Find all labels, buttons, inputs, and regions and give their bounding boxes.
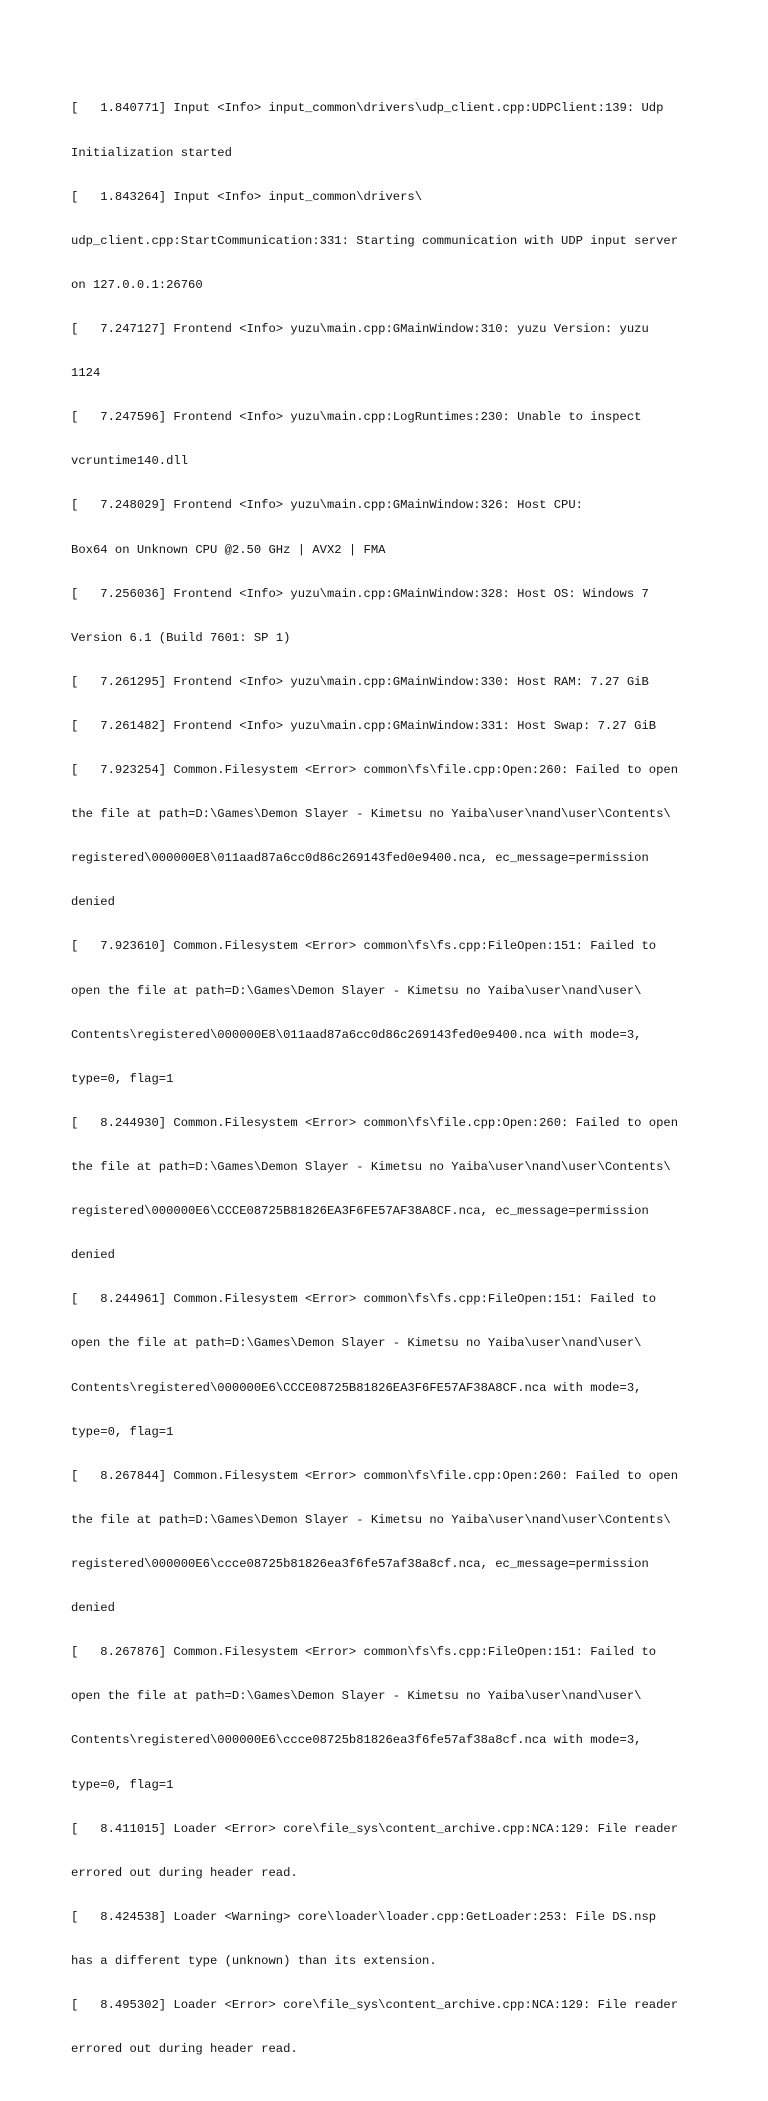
log-line: udp_client.cpp:StartCommunication:331: Starting communication with UDP input server [71,233,679,248]
log-line: denied [71,895,115,910]
log-line: Contents\registered\000000E8\011aad87a6cc0d86c269143fed0e9400.nca with mode=3, [71,1027,642,1042]
log-line: Contents\registered\000000E6\CCCE08725B81826EA3F6FE57AF38A8CF.nca with mode=3, [71,1380,642,1395]
log-line: type=0, flag=1 [71,1424,174,1439]
log-line: registered\000000E8\011aad87a6cc0d86c269143fed0e9400.nca, ec_message=permission [71,851,649,866]
log-line: [ 1.843264] Input <Info> input_common\drivers\ [71,189,423,204]
log-line: the file at path=D:\Games\Demon Slayer - Kimetsu no Yaiba\user\nand\user\Contents\ [71,807,671,822]
log-line: denied [71,1601,115,1616]
log-line: [ 8.267876] Common.Filesystem <Error> common\fs\fs.cpp:FileOpen:151: Failed to [71,1645,657,1660]
log-line: on 127.0.0.1:26760 [71,277,203,292]
log-line: registered\000000E6\CCCE08725B81826EA3F6FE57AF38A8CF.nca, ec_message=permission [71,1204,649,1219]
log-line: open the file at path=D:\Games\Demon Slayer - Kimetsu no Yaiba\user\nand\user\ [71,983,642,998]
log-line: [ 7.247596] Frontend <Info> yuzu\main.cpp:LogRuntimes:230: Unable to inspect [71,410,642,425]
log-line: [ 7.256036] Frontend <Info> yuzu\main.cpp:GMainWindow:328: Host OS: Windows 7 [71,586,649,601]
log-text-block [71,72,701,2101]
log-line: denied [71,1248,115,1263]
log-line: Contents\registered\000000E6\ccce08725b81826ea3f6fe57af38a8cf.nca with mode=3, [71,1733,642,1748]
log-line: the file at path=D:\Games\Demon Slayer - Kimetsu no Yaiba\user\nand\user\Contents\ [71,1160,671,1175]
log-line: the file at path=D:\Games\Demon Slayer - Kimetsu no Yaiba\user\nand\user\Contents\ [71,1512,671,1527]
log-line: [ 7.923610] Common.Filesystem <Error> common\fs\fs.cpp:FileOpen:151: Failed to [71,939,657,954]
log-line: [ 7.261295] Frontend <Info> yuzu\main.cpp:GMainWindow:330: Host RAM: 7.27 GiB [71,674,649,689]
log-line: 1124 [71,366,101,381]
log-line: [ 8.244930] Common.Filesystem <Error> common\fs\file.cpp:Open:260: Failed to open [71,1115,679,1130]
log-line: [ 8.267844] Common.Filesystem <Error> common\fs\file.cpp:Open:260: Failed to open [71,1468,679,1483]
log-line: [ 7.261482] Frontend <Info> yuzu\main.cpp:GMainWindow:331: Host Swap: 7.27 GiB [71,718,657,733]
log-line: vcruntime140.dll [71,454,189,469]
log-line: has a different type (unknown) than its extension. [71,1954,437,1968]
log-line: Initialization started [71,145,232,160]
log-line: registered\000000E6\ccce08725b81826ea3f6fe57af38a8cf.nca, ec_message=permission [71,1557,649,1572]
log-line: [ 8.495302] Loader <Error> core\file_sys\content_archive.cpp:NCA:129: File reader [71,1998,679,2013]
log-line: [ 7.247127] Frontend <Info> yuzu\main.cpp:GMainWindow:310: yuzu Version: yuzu [71,321,649,336]
log-line: Version 6.1 (Build 7601: SP 1) [71,630,291,645]
log-line: open the file at path=D:\Games\Demon Slayer - Kimetsu no Yaiba\user\nand\user\ [71,1336,642,1351]
log-line: [ 8.424538] Loader <Warning> core\loader\loader.cpp:GetLoader:253: File DS.nsp [71,1909,657,1924]
log-line: [ 8.411015] Loader <Error> core\file_sys\content_archive.cpp:NCA:129: File reader [71,1821,679,1836]
log-line: errored out during header read. [71,2042,298,2057]
log-line: type=0, flag=1 [71,1777,174,1792]
log-line: [ 7.248029] Frontend <Info> yuzu\main.cpp:GMainWindow:326: Host CPU: [71,498,583,513]
log-line: errored out during header read. [71,1865,298,1880]
log-line: Box64 on Unknown CPU @2.50 GHz | AVX2 | FMA [71,542,386,557]
log-line: open the file at path=D:\Games\Demon Slayer - Kimetsu no Yaiba\user\nand\user\ [71,1689,642,1704]
log-line: [ 8.244961] Common.Filesystem <Error> common\fs\fs.cpp:FileOpen:151: Failed to [71,1292,657,1307]
log-line: [ 7.923254] Common.Filesystem <Error> common\fs\file.cpp:Open:260: Failed to open [71,763,679,778]
log-line: type=0, flag=1 [71,1071,174,1086]
log-line: [ 1.840771] Input <Info> input_common\drivers\udp_client.cpp:UDPClient:139: Udp [71,101,664,116]
